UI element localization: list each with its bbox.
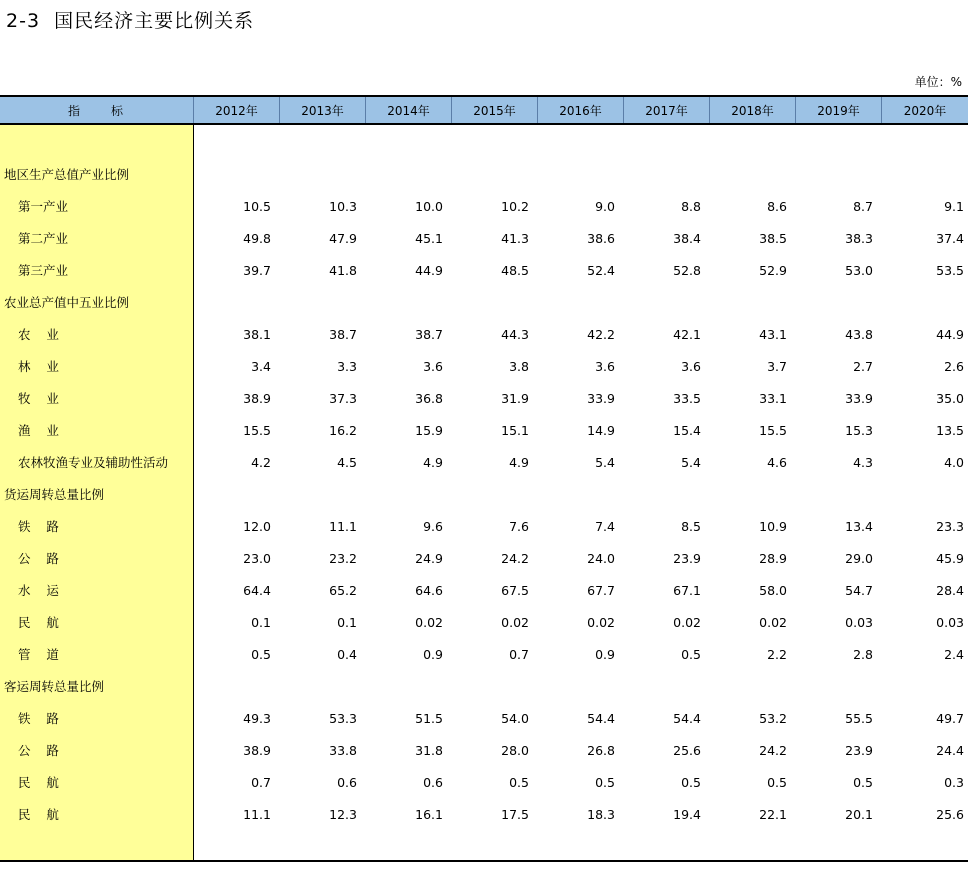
table-row: [0, 734, 968, 766]
header-year: 2016年: [537, 97, 623, 123]
table-header: [0, 95, 968, 125]
section-label: 地区生产总值产业比例: [4, 167, 130, 182]
table-cell: 24.4: [936, 742, 964, 758]
table-cell: 15.5: [759, 422, 787, 438]
table-cell: 3.4: [251, 358, 271, 374]
table-cell: 15.4: [673, 422, 701, 438]
table-cell: 0.02: [501, 614, 529, 630]
table-cell: 20.1: [845, 806, 873, 822]
table-cell: 4.9: [509, 454, 529, 470]
table-cell: 49.3: [243, 710, 271, 726]
table-cell: 0.6: [337, 774, 357, 790]
table-cell: 53.5: [936, 262, 964, 278]
row-label: 民 航: [18, 775, 59, 790]
table-cell: 12.3: [329, 806, 357, 822]
row-label: 公 路: [18, 743, 59, 758]
table-cell: 16.2: [329, 422, 357, 438]
row-label: 铁 路: [18, 519, 59, 534]
table-cell: 33.5: [673, 390, 701, 406]
table-cell: 26.8: [587, 742, 615, 758]
row-label: 管 道: [18, 647, 59, 662]
table-cell: 0.5: [681, 646, 701, 662]
table-cell: 45.1: [415, 230, 443, 246]
table-cell: 38.9: [243, 390, 271, 406]
table-cell: 25.6: [936, 806, 964, 822]
table-cell: 11.1: [329, 518, 357, 534]
row-label: 第一产业: [18, 199, 69, 214]
table-cell: 0.1: [251, 614, 271, 630]
row-label: 公 路: [18, 551, 59, 566]
header-year: 2012年: [193, 97, 279, 123]
table-cell: 0.5: [767, 774, 787, 790]
table-cell: 35.0: [936, 390, 964, 406]
header-year: 2017年: [623, 97, 709, 123]
table-cell: 38.4: [673, 230, 701, 246]
table-cell: 2.8: [853, 646, 873, 662]
table-cell: 7.6: [509, 518, 529, 534]
row-label: 第二产业: [18, 231, 69, 246]
table-cell: 23.2: [329, 550, 357, 566]
section-row: [0, 478, 968, 510]
table-cell: 0.5: [681, 774, 701, 790]
table-cell: 4.6: [767, 454, 787, 470]
table-cell: 44.9: [936, 326, 964, 342]
header-year: 2013年: [279, 97, 365, 123]
table-cell: 44.3: [501, 326, 529, 342]
table-cell: 3.8: [509, 358, 529, 374]
table-cell: 7.4: [595, 518, 615, 534]
table-cell: 51.5: [415, 710, 443, 726]
table-row: [0, 382, 968, 414]
table-cell: 43.1: [759, 326, 787, 342]
header-year: 2019年: [795, 97, 881, 123]
table-row: [0, 798, 968, 830]
table-cell: 0.5: [853, 774, 873, 790]
header-year: 2018年: [709, 97, 795, 123]
table-cell: 28.4: [936, 582, 964, 598]
section-row: [0, 158, 968, 190]
table-cell: 23.9: [673, 550, 701, 566]
table-cell: 52.4: [587, 262, 615, 278]
table-cell: 58.0: [759, 582, 787, 598]
table-cell: 47.9: [329, 230, 357, 246]
table-cell: 0.7: [251, 774, 271, 790]
table-cell: 24.2: [759, 742, 787, 758]
table-cell: 0.1: [337, 614, 357, 630]
table-row: [0, 350, 968, 382]
table-cell: 15.9: [415, 422, 443, 438]
table-cell: 42.1: [673, 326, 701, 342]
header-year: 2020年: [881, 97, 968, 123]
unit-label: 单位：%: [914, 75, 962, 89]
section-label: 货运周转总量比例: [4, 487, 105, 502]
table-cell: 4.5: [337, 454, 357, 470]
table-cell: 8.7: [853, 198, 873, 214]
table-cell: 54.0: [501, 710, 529, 726]
table-cell: 49.7: [936, 710, 964, 726]
table-cell: 23.9: [845, 742, 873, 758]
table-cell: 17.5: [501, 806, 529, 822]
data-table: [0, 95, 968, 862]
table-cell: 9.0: [595, 198, 615, 214]
table-cell: 0.03: [845, 614, 873, 630]
section-label: 客运周转总量比例: [4, 679, 105, 694]
table-cell: 64.4: [243, 582, 271, 598]
table-cell: 64.6: [415, 582, 443, 598]
table-cell: 41.8: [329, 262, 357, 278]
table-cell: 29.0: [845, 550, 873, 566]
table-cell: 4.3: [853, 454, 873, 470]
table-cell: 15.3: [845, 422, 873, 438]
table-cell: 4.9: [423, 454, 443, 470]
table-cell: 39.7: [243, 262, 271, 278]
table-cell: 0.3: [944, 774, 964, 790]
table-cell: 11.1: [243, 806, 271, 822]
table-cell: 10.2: [501, 198, 529, 214]
table-cell: 67.7: [587, 582, 615, 598]
table-cell: 53.2: [759, 710, 787, 726]
table-cell: 5.4: [681, 454, 701, 470]
table-cell: 8.8: [681, 198, 701, 214]
table-cell: 38.1: [243, 326, 271, 342]
section-row: [0, 670, 968, 702]
table-cell: 3.6: [595, 358, 615, 374]
table-cell: 52.8: [673, 262, 701, 278]
table-cell: 28.0: [501, 742, 529, 758]
header-year: 2015年: [451, 97, 537, 123]
table-row: [0, 446, 968, 478]
table-cell: 31.8: [415, 742, 443, 758]
table-cell: 0.9: [423, 646, 443, 662]
table-cell: 33.1: [759, 390, 787, 406]
table-cell: 9.1: [944, 198, 964, 214]
table-cell: 33.9: [845, 390, 873, 406]
row-label: 渔 业: [18, 423, 59, 438]
table-cell: 33.9: [587, 390, 615, 406]
table-cell: 38.3: [845, 230, 873, 246]
row-label: 铁 路: [18, 711, 59, 726]
table-cell: 42.2: [587, 326, 615, 342]
table-cell: 10.0: [415, 198, 443, 214]
table-cell: 41.3: [501, 230, 529, 246]
table-cell: 55.5: [845, 710, 873, 726]
table-row: [0, 318, 968, 350]
table-cell: 16.1: [415, 806, 443, 822]
table-cell: 38.7: [415, 326, 443, 342]
table-cell: 67.1: [673, 582, 701, 598]
table-cell: 10.9: [759, 518, 787, 534]
table-cell: 53.0: [845, 262, 873, 278]
row-label: 农林牧渔专业及辅助性活动: [18, 455, 169, 470]
table-row: [0, 638, 968, 670]
table-cell: 8.5: [681, 518, 701, 534]
table-cell: 15.5: [243, 422, 271, 438]
table-row: [0, 606, 968, 638]
table-cell: 12.0: [243, 518, 271, 534]
table-cell: 38.5: [759, 230, 787, 246]
table-cell: 23.0: [243, 550, 271, 566]
table-cell: 52.9: [759, 262, 787, 278]
table-cell: 53.3: [329, 710, 357, 726]
table-cell: 8.6: [767, 198, 787, 214]
table-cell: 33.8: [329, 742, 357, 758]
table-cell: 2.7: [853, 358, 873, 374]
table-cell: 0.7: [509, 646, 529, 662]
table-cell: 43.8: [845, 326, 873, 342]
table-cell: 38.6: [587, 230, 615, 246]
table-cell: 9.6: [423, 518, 443, 534]
header-year: 2014年: [365, 97, 451, 123]
table-cell: 49.8: [243, 230, 271, 246]
table-cell: 0.02: [587, 614, 615, 630]
table-cell: 5.4: [595, 454, 615, 470]
table-cell: 0.5: [595, 774, 615, 790]
table-cell: 0.9: [595, 646, 615, 662]
table-row: [0, 542, 968, 574]
table-bottom-border: [0, 860, 968, 862]
table-cell: 44.9: [415, 262, 443, 278]
table-cell: 19.4: [673, 806, 701, 822]
section-label: 农业总产值中五业比例: [4, 295, 130, 310]
table-cell: 3.6: [681, 358, 701, 374]
table-cell: 2.2: [767, 646, 787, 662]
table-cell: 23.3: [936, 518, 964, 534]
table-cell: 25.6: [673, 742, 701, 758]
table-cell: 0.5: [251, 646, 271, 662]
row-label: 民 航: [18, 807, 59, 822]
table-cell: 0.4: [337, 646, 357, 662]
table-cell: 54.4: [587, 710, 615, 726]
table-cell: 10.5: [243, 198, 271, 214]
page-title: 2-3 国民经济主要比例关系: [6, 10, 255, 32]
table-cell: 45.9: [936, 550, 964, 566]
table-cell: 37.4: [936, 230, 964, 246]
table-cell: 54.4: [673, 710, 701, 726]
table-cell: 0.02: [673, 614, 701, 630]
table-row: [0, 574, 968, 606]
table-cell: 31.9: [501, 390, 529, 406]
table-cell: 0.03: [936, 614, 964, 630]
table-cell: 36.8: [415, 390, 443, 406]
table-row: [0, 510, 968, 542]
table-cell: 38.7: [329, 326, 357, 342]
table-cell: 54.7: [845, 582, 873, 598]
table-row: [0, 254, 968, 286]
row-label: 林 业: [18, 359, 59, 374]
table-cell: 10.3: [329, 198, 357, 214]
table-cell: 0.02: [759, 614, 787, 630]
section-row: [0, 286, 968, 318]
row-label: 牧 业: [18, 391, 59, 406]
table-cell: 4.0: [944, 454, 964, 470]
row-label: 民 航: [18, 615, 59, 630]
table-cell: 18.3: [587, 806, 615, 822]
header-indicator: 指 标: [67, 103, 126, 118]
table-cell: 38.9: [243, 742, 271, 758]
table-cell: 24.2: [501, 550, 529, 566]
table-cell: 2.4: [944, 646, 964, 662]
table-cell: 14.9: [587, 422, 615, 438]
table-cell: 65.2: [329, 582, 357, 598]
row-label: 第三产业: [18, 263, 69, 278]
table-cell: 4.2: [251, 454, 271, 470]
table-cell: 3.3: [337, 358, 357, 374]
row-label: 农 业: [18, 327, 59, 342]
table-cell: 24.0: [587, 550, 615, 566]
table-row: [0, 190, 968, 222]
table-row: [0, 766, 968, 798]
table-cell: 48.5: [501, 262, 529, 278]
table-cell: 13.4: [845, 518, 873, 534]
table-row: [0, 702, 968, 734]
table-cell: 67.5: [501, 582, 529, 598]
table-body: [0, 158, 968, 830]
table-cell: 2.6: [944, 358, 964, 374]
table-cell: 28.9: [759, 550, 787, 566]
table-row: [0, 222, 968, 254]
table-cell: 13.5: [936, 422, 964, 438]
table-cell: 0.6: [423, 774, 443, 790]
table-cell: 15.1: [501, 422, 529, 438]
table-cell: 3.7: [767, 358, 787, 374]
table-cell: 3.6: [423, 358, 443, 374]
table-cell: 24.9: [415, 550, 443, 566]
table-cell: 37.3: [329, 390, 357, 406]
table-row: [0, 414, 968, 446]
table-cell: 0.5: [509, 774, 529, 790]
table-cell: 0.02: [415, 614, 443, 630]
table-cell: 22.1: [759, 806, 787, 822]
row-label: 水 运: [18, 583, 59, 598]
